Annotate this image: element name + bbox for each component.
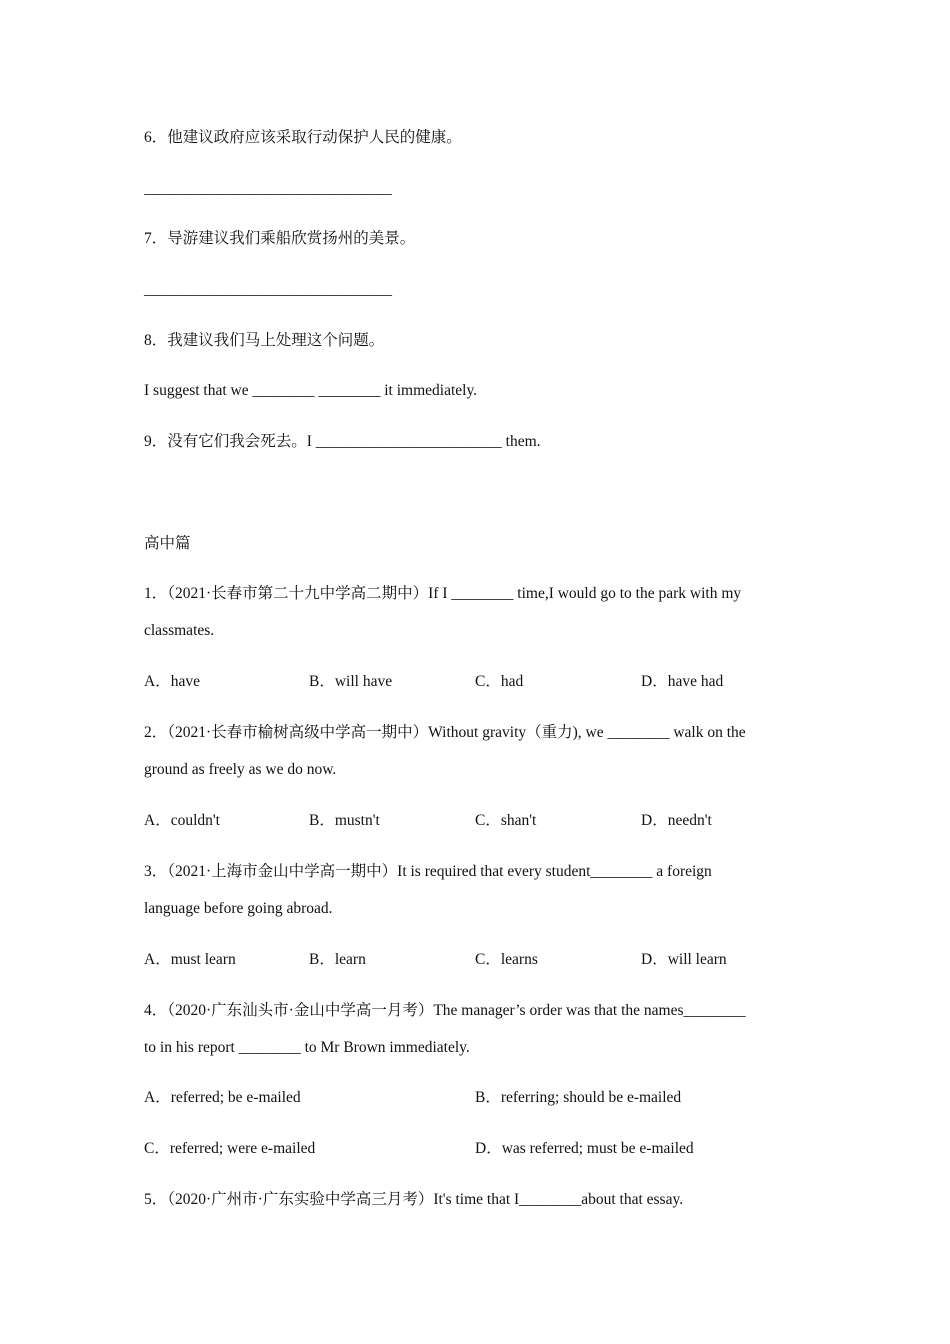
question-4-line1: 4．（2020·广东汕头市·金山中学高一月考）The manager’s order was that the names________	[144, 1002, 746, 1019]
question-3-line1: 3．（2021·上海市金山中学高一期中）It is required that every student________ a foreign	[144, 863, 712, 880]
question-3-option-b: B．learn	[309, 951, 366, 968]
question-6-prompt: 6．他建议政府应该采取行动保护人民的健康。	[144, 129, 462, 146]
question-8-sentence: I suggest that we ________ ________ it immediately.	[144, 382, 478, 399]
question-1-line1: 1．（2021·长春市第二十九中学高二期中）If I ________ time,I would go to the park with my	[144, 585, 742, 602]
question-1-option-d: D．have had	[641, 673, 724, 690]
question-2-line1: 2．（2021·长春市榆树高级中学高一期中）Without gravity（重力), we ________ walk on the	[144, 724, 746, 741]
question-2-option-c: C．shan't	[475, 812, 537, 829]
question-7-prompt: 7．导游建议我们乘船欣赏扬州的美景。	[144, 230, 416, 247]
question-6-answer-line: ________________________________	[144, 180, 392, 197]
question-2-option-b: B．mustn't	[309, 812, 380, 829]
question-3-option-c: C．learns	[475, 951, 538, 968]
question-1-option-a: A．have	[144, 673, 200, 690]
question-5-line1: 5．（2020·广州市·广东实验中学高三月考）It's time that I________about that essay.	[144, 1191, 684, 1208]
question-3-option-a: A．must learn	[144, 951, 236, 968]
question-2-line2: ground as freely as we do now.	[144, 761, 337, 778]
question-4-option-c: C．referred; were e-mailed	[144, 1140, 316, 1157]
question-2-option-d: D．needn't	[641, 812, 712, 829]
question-4-option-b: B．referring; should be e-mailed	[475, 1089, 682, 1106]
question-8-prompt: 8．我建议我们马上处理这个问题。	[144, 332, 385, 349]
section-heading: 高中篇	[144, 535, 191, 552]
question-3-option-d: D．will learn	[641, 951, 727, 968]
question-4-option-d: D．was referred; must be e-mailed	[475, 1140, 694, 1157]
question-1-option-b: B．will have	[309, 673, 393, 690]
question-7-answer-line: ________________________________	[144, 281, 392, 298]
question-1-option-c: C．had	[475, 673, 524, 690]
question-3-line2: language before going abroad.	[144, 900, 333, 917]
question-4-line2: to in his report ________ to Mr Brown immediately.	[144, 1039, 470, 1056]
question-4-option-a: A．referred; be e-mailed	[144, 1089, 301, 1106]
question-1-line2: classmates.	[144, 622, 215, 639]
question-2-option-a: A．couldn't	[144, 812, 220, 829]
question-9-prompt: 9．没有它们我会死去。I ________________________ them.	[144, 433, 541, 450]
